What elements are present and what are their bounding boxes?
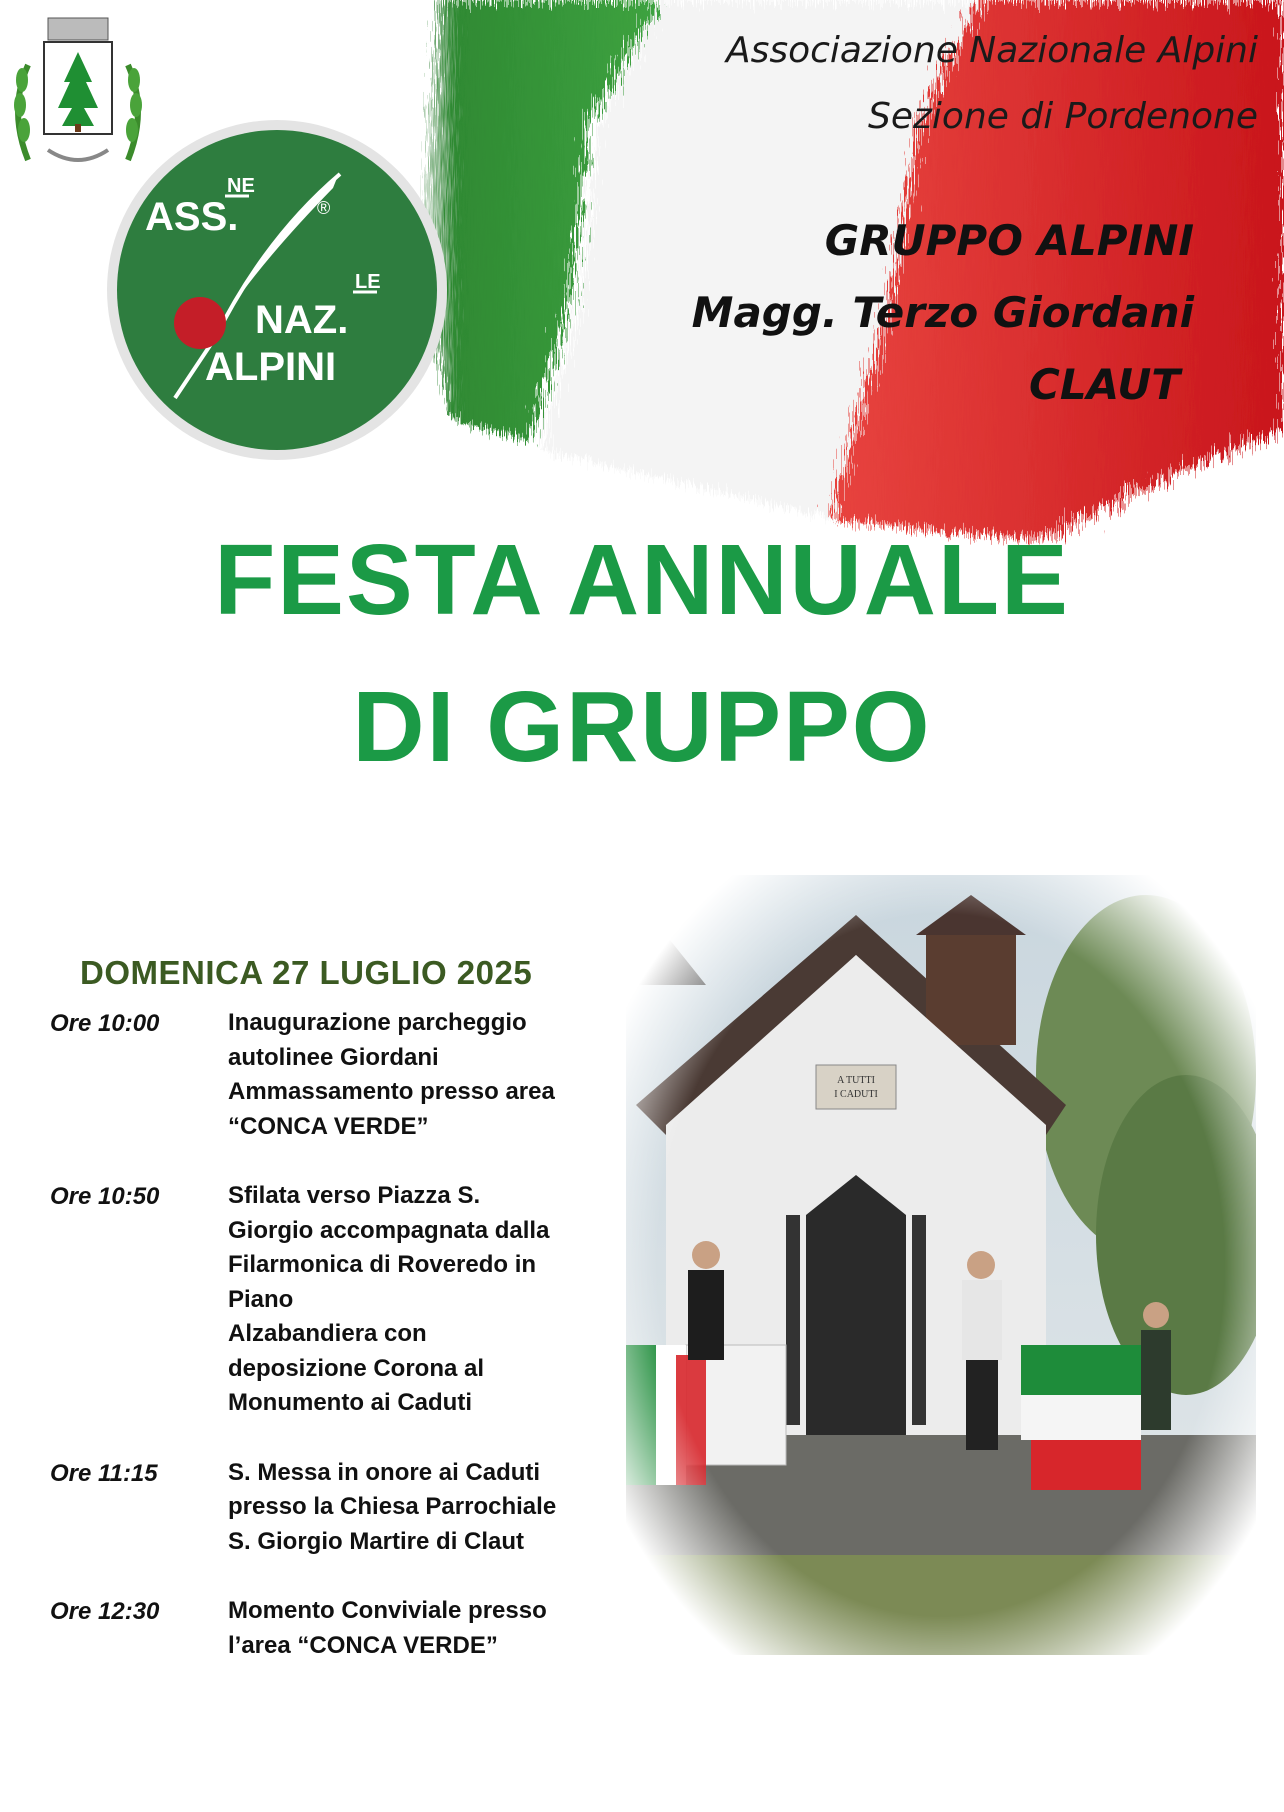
logo-text-ass: ASS. <box>145 195 239 239</box>
schedule-time: Ore 10:00 <box>50 1010 160 1037</box>
event-title-line1: FESTA ANNUALE <box>214 524 1070 636</box>
group-dedication: Magg. Terzo Giordani <box>691 288 1194 337</box>
schedule-item <box>50 1594 630 1663</box>
ana-alpini-logo <box>105 118 450 463</box>
schedule-time: Ore 12:30 <box>50 1598 160 1625</box>
schedule-description: S. Messa in onore ai Caduti presso la Chiesa Parrochiale S. Giorgio Martire di Claut <box>228 1458 557 1555</box>
logo-text-alpini: ALPINI <box>205 345 337 389</box>
logo-text-naz: NAZ. <box>255 298 349 342</box>
event-date: DOMENICA 27 LUGLIO 2025 <box>80 954 533 991</box>
event-schedule <box>50 1006 630 1698</box>
schedule-description: Momento Conviviale presso l’area “CONCA VERDE” <box>228 1597 547 1659</box>
group-town: CLAUT <box>1029 360 1180 409</box>
group-heading <box>692 205 1194 421</box>
schedule-description: Sfilata verso Piazza S. Giorgio accompagnata dalla Filarmonica di Roveredo in Piano Alzabandiera con deposizione Corona al Monumento ai Caduti <box>228 1182 550 1416</box>
schedule-time: Ore 11:15 <box>50 1459 158 1487</box>
schedule-item <box>50 1179 630 1421</box>
association-heading <box>726 18 1258 150</box>
chapel-photo <box>626 875 1256 1655</box>
association-name: Associazione Nazionale Alpini <box>725 30 1258 71</box>
schedule-item <box>50 1456 630 1560</box>
event-title-line2: DI GRUPPO <box>352 671 932 783</box>
schedule-item <box>50 1006 630 1144</box>
logo-registered: ® <box>317 198 331 218</box>
logo-text-ne: NE <box>227 175 255 197</box>
association-section: Sezione di Pordenone <box>868 96 1258 137</box>
schedule-time: Ore 10:50 <box>50 1183 160 1210</box>
logo-text-le: LE <box>355 271 381 293</box>
schedule-description: Inaugurazione parcheggio autolinee Giordani Ammassamento presso area “CONCA VERDE” <box>228 1009 555 1140</box>
group-name: GRUPPO ALPINI <box>824 216 1194 265</box>
